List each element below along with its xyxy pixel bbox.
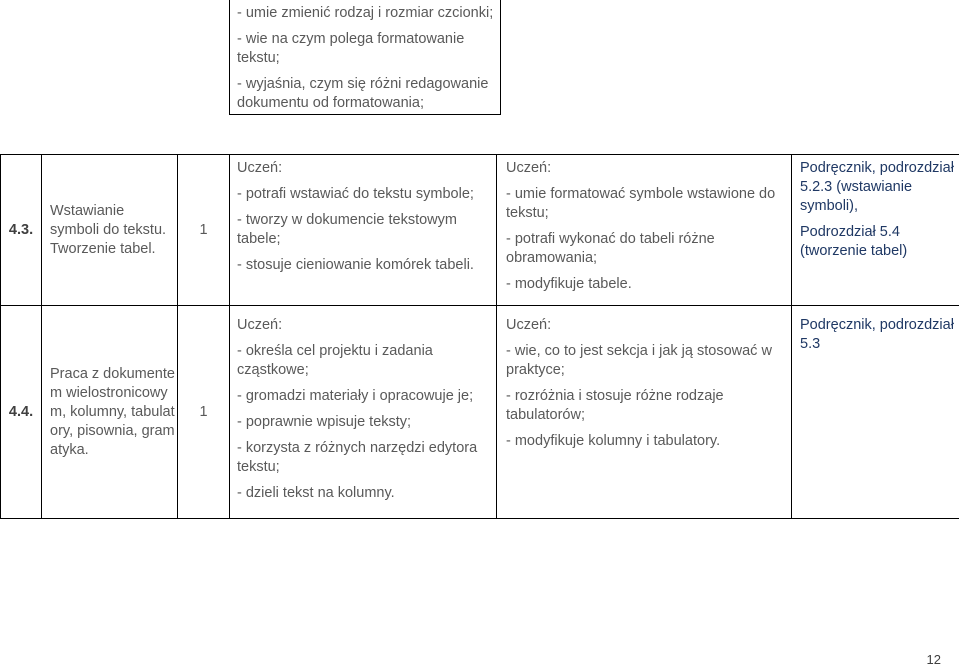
extended-heading: Uczeń: (506, 317, 552, 333)
top-cell-item: - wie na czym polega formatowanie tekstu; (237, 31, 465, 66)
table-border-col4 (496, 154, 497, 519)
basic-heading: Uczeń: (237, 317, 283, 333)
extended-heading: Uczeń: (506, 160, 552, 176)
reference-text: Podręcznik, podrozdział 5.2.3 (wstawianie symboli), (800, 160, 954, 214)
table-row-extended (506, 316, 786, 451)
basic-item: - tworzy w dokumencie tekstowym tabele; (237, 212, 457, 247)
top-table-border-left (229, 0, 230, 115)
row-topic: Praca z dokumentem wielostronicowym, kolumny, tabulatory, pisownia, gramatyka. (50, 365, 175, 458)
table-row-topic (50, 306, 175, 518)
basic-item: - poprawnie wpisuje teksty; (237, 414, 412, 430)
table-row-number (1, 306, 41, 518)
top-table-border-bottom (229, 114, 501, 115)
row-hours: 1 (199, 403, 208, 420)
basic-item: - gromadzi materiały i opracowuje je; (237, 388, 474, 404)
page-number: 12 (926, 652, 941, 667)
extended-item: - modyfikuje tabele. (506, 276, 632, 292)
table-row-hours (178, 306, 229, 518)
top-table-border-right (500, 0, 501, 115)
table-border-col3 (229, 154, 230, 519)
table-row-basic (237, 316, 494, 503)
top-cell-item: - umie zmienić rodzaj i rozmiar czcionki; (237, 5, 494, 21)
basic-item: - korzysta z różnych narzędzi edytora tekstu; (237, 440, 478, 475)
reference-text: Podrozdział 5.4 (tworzenie tabel) (800, 224, 908, 259)
table-border-bottom (0, 518, 959, 519)
basic-heading: Uczeń: (237, 160, 283, 176)
table-border-col1 (41, 154, 42, 519)
extended-item: - wie, co to jest sekcja i jak ją stosować w praktyce; (506, 343, 772, 378)
row-number: 4.4. (8, 403, 34, 420)
row-hours: 1 (199, 221, 208, 238)
top-cell (237, 4, 499, 113)
table-row-reference (800, 159, 958, 261)
table-row-reference (800, 316, 958, 354)
row-topic: Wstawianie symboli do tekstu. Tworzenie tabel. (50, 202, 167, 257)
basic-item: - określa cel projektu i zadania cząstkowe; (237, 343, 433, 378)
table-row-basic (237, 159, 494, 275)
basic-item: - dzieli tekst na kolumny. (237, 485, 395, 501)
extended-item: - modyfikuje kolumny i tabulatory. (506, 433, 721, 449)
reference-text: Podręcznik, podrozdział 5.3 (800, 317, 954, 352)
table-border-col5 (791, 154, 792, 519)
extended-item: - umie formatować symbole wstawione do tekstu; (506, 186, 776, 221)
basic-item: - stosuje cieniowanie komórek tabeli. (237, 257, 474, 273)
table-row-extended (506, 159, 786, 294)
table-row-hours (178, 155, 229, 305)
table-row-number (1, 155, 41, 305)
extended-item: - potrafi wykonać do tabeli różne obramowania; (506, 231, 715, 266)
table-row-topic (50, 155, 175, 305)
extended-item: - rozróżnia i stosuje różne rodzaje tabulatorów; (506, 388, 724, 423)
top-cell-item: - wyjaśnia, czym się różni redagowanie dokumentu od formatowania; (237, 76, 489, 111)
row-number: 4.3. (8, 221, 34, 238)
basic-item: - potrafi wstawiać do tekstu symbole; (237, 186, 474, 202)
